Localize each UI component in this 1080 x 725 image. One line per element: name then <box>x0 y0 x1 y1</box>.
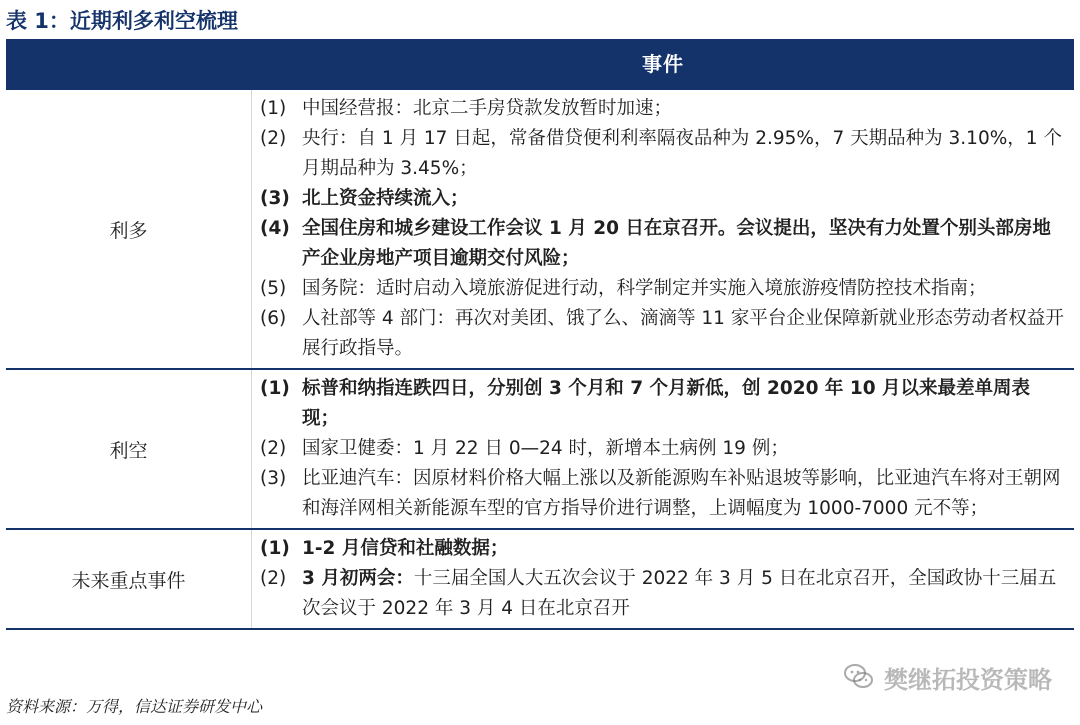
table-caption: 表 1：近期利多利空梳理 <box>6 9 238 33</box>
bull-item-4-text: 全国住房和城乡建设工作会议 1 月 20 日在京召开。会议提出，坚决有力处置个别头部房地产企业房地产项目逾期交付风险； <box>302 218 1051 269</box>
bull-item-2-text: 央行：自 1 月 17 日起，常备借贷便利利率隔夜品种为 2.95%，7 天期品种为 3.10%，1 个月期品种为 3.45%； <box>302 128 1062 179</box>
future-item-2-text-wrap <box>302 564 1064 624</box>
future-item-1-text: 1-2 月信贷和社融数据； <box>302 538 509 559</box>
bear-item-1-text: 标普和纳指连跌四日，分别创 3 个月和 7 个月新低，创 2020 年 10 月以来最差单周表现； <box>302 378 1031 429</box>
bear-item-3 <box>260 464 1064 524</box>
bear-item-3-num: (3) <box>260 468 287 489</box>
section-content-future <box>252 530 1074 628</box>
future-item-2 <box>260 564 1064 624</box>
source-footer: 资料来源：万得，信达证券研发中心 <box>6 697 263 716</box>
bear-item-1-num: (1) <box>260 378 290 399</box>
header-event-title: 事件 <box>642 52 684 76</box>
section-content-bear <box>252 370 1074 528</box>
bull-item-4 <box>260 214 1064 274</box>
bull-item-3-text: 北上资金持续流入； <box>302 188 469 209</box>
event-table <box>6 39 1074 630</box>
bull-item-5 <box>260 274 1064 304</box>
bull-item-2 <box>260 124 1064 184</box>
watermark-text: 樊继拓投资策略 <box>884 665 1052 694</box>
future-item-2-num: (2) <box>260 568 287 589</box>
bull-item-6-num: (6) <box>260 308 287 329</box>
section-bull <box>6 90 1074 370</box>
bull-item-3-num: (3) <box>260 188 290 209</box>
bull-item-5-num: (5) <box>260 278 287 299</box>
section-label-bull: 利多 <box>6 90 252 368</box>
section-label-future: 未来重点事件 <box>6 530 252 628</box>
future-item-2-text: 十三届全国人大五次会议于 2022 年 3 月 5 日在北京召开，全国政协十三届五次会议于 2022 年 3 月 4 日在北京召开 <box>302 568 1057 619</box>
watermark <box>842 657 1052 697</box>
bull-item-1 <box>260 94 1064 124</box>
bull-item-6 <box>260 304 1064 364</box>
header-left-cell <box>6 39 252 90</box>
future-item-2-prefix: 3 月初两会： <box>302 568 414 589</box>
bull-item-4-num: (4) <box>260 218 290 239</box>
bear-item-3-text: 比亚迪汽车：因原材料价格大幅上涨以及新能源购车补贴退坡等影响，比亚迪汽车将对王朝网和海洋网相关新能源车型的官方指导价进行调整，上调幅度为 1000-7000 元不等； <box>302 468 1061 519</box>
bear-item-2 <box>260 434 1064 464</box>
table-header <box>6 39 1074 90</box>
bear-item-2-num: (2) <box>260 438 287 459</box>
bull-item-5-text: 国务院：适时启动入境旅游促进行动，科学制定并实施入境旅游疫情防控技术指南； <box>302 278 987 299</box>
bear-item-1 <box>260 374 1064 434</box>
future-item-1 <box>260 534 1064 564</box>
bull-item-2-num: (2) <box>260 128 287 149</box>
bear-item-2-text: 国家卫健委：1 月 22 日 0—24 时，新增本土病例 19 例； <box>302 438 789 459</box>
bull-item-3 <box>260 184 1064 214</box>
section-content-bull <box>252 90 1074 368</box>
bull-item-1-num: (1) <box>260 98 287 119</box>
bull-item-1-text: 中国经营报：北京二手房贷款发放暂时加速； <box>302 98 673 119</box>
wechat-icon <box>842 660 876 694</box>
section-future <box>6 530 1074 630</box>
bull-item-6-text: 人社部等 4 部门：再次对美团、饿了么、滴滴等 11 家平台企业保障新就业形态劳动者权益开展行政指导。 <box>302 308 1064 359</box>
section-label-bear: 利空 <box>6 370 252 528</box>
section-bear <box>6 370 1074 530</box>
future-item-1-num: (1) <box>260 538 290 559</box>
